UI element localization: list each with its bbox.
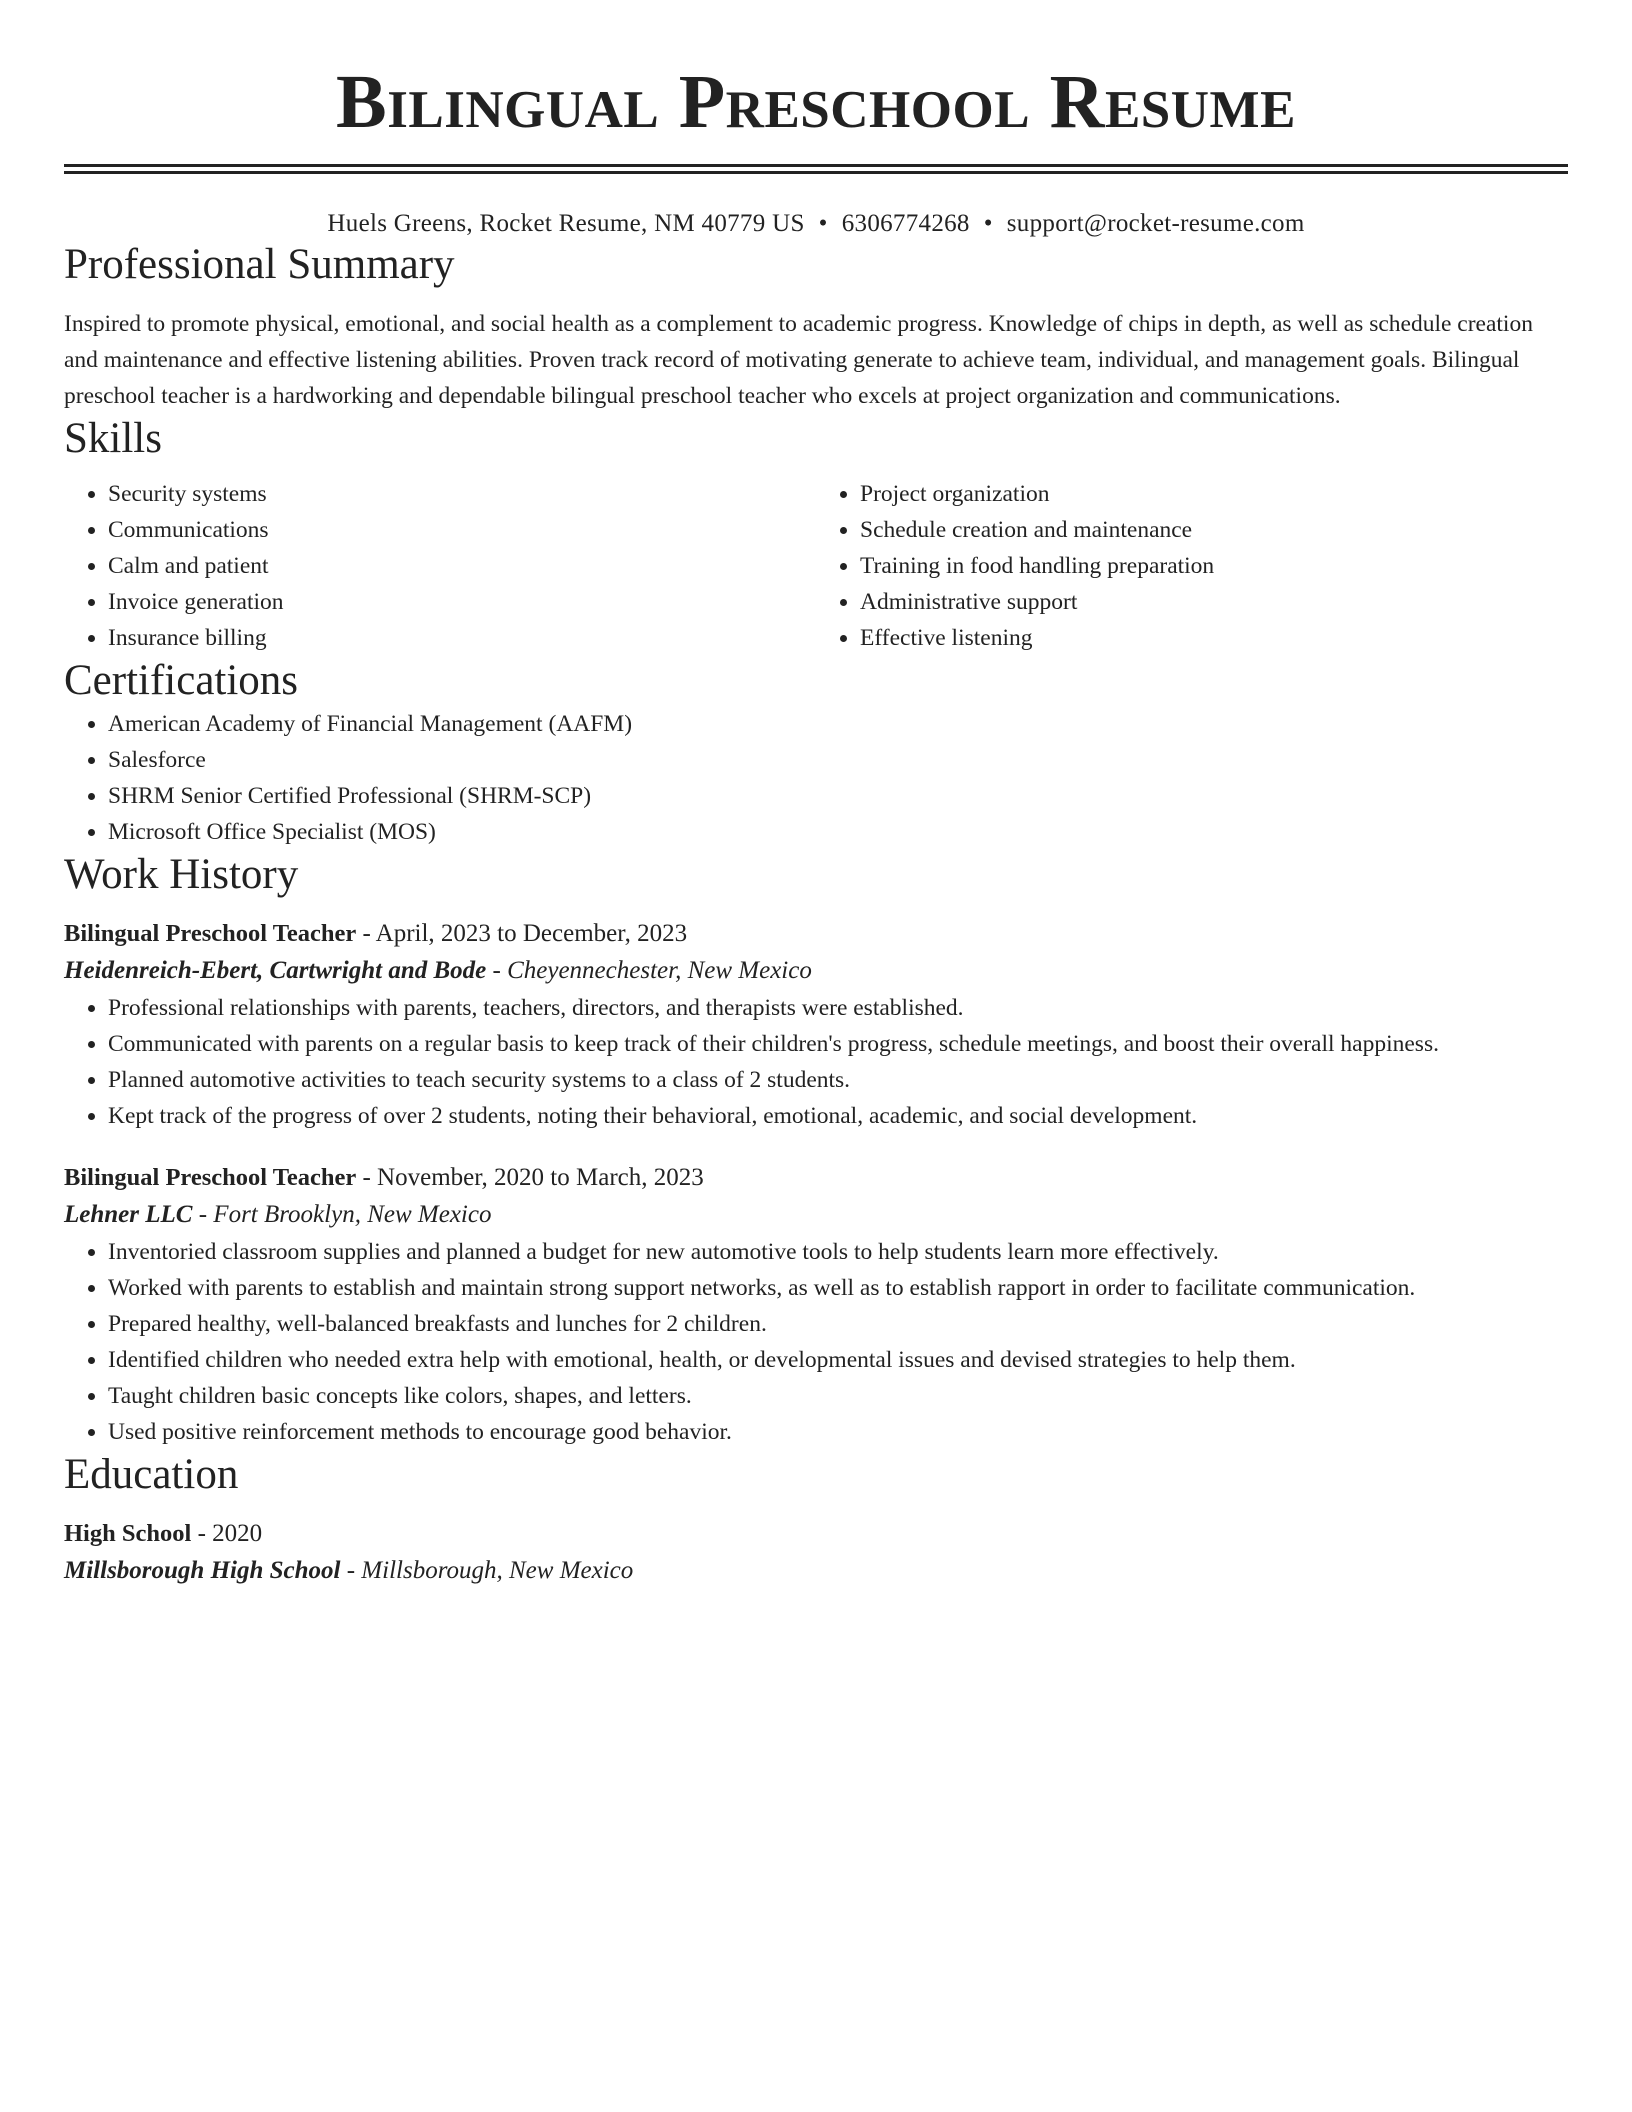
education-entry	[64, 1516, 1568, 1590]
skills-column-right	[816, 476, 1568, 656]
job-dates: - April, 2023 to December, 2023	[356, 920, 688, 947]
skills-list	[64, 476, 1568, 656]
work-history-heading: Work History	[64, 851, 299, 898]
job-title-line	[64, 1160, 1568, 1196]
education-heading: Education	[64, 1451, 239, 1498]
contact-address: Huels Greens, Rocket Resume, NM 40779 US	[327, 210, 805, 237]
contact-separator: •	[983, 210, 993, 237]
job-role: Bilingual Preschool Teacher	[64, 1164, 357, 1191]
job-duty: • Worked with parents to establish and maintain strong support networks, as well as to establish rapport in order to facilitate communication.	[108, 1270, 1568, 1306]
skill-item: • Effective listening	[860, 620, 1568, 656]
job-duties-list	[64, 1234, 1568, 1450]
job-duty: • Planned automotive activities to teach security systems to a class of 2 students.	[108, 1062, 1568, 1098]
education-school-line	[64, 1552, 1568, 1590]
job-duties-list	[64, 990, 1568, 1134]
job-company: Lehner LLC	[64, 1201, 193, 1228]
skill-item: • Schedule creation and maintenance	[860, 512, 1568, 548]
contact-phone: 6306774268	[841, 210, 970, 237]
job-entry	[64, 916, 1568, 1134]
job-company: Heidenreich-Ebert, Cartwright and Bode	[64, 957, 487, 984]
job-company-line	[64, 1196, 1568, 1234]
education-school: Millsborough High School	[64, 1557, 341, 1584]
job-duty: • Identified children who needed extra help with emotional, health, or developmental issues and devised strategies to help them.	[108, 1342, 1568, 1378]
job-location: - Cheyennechester, New Mexico	[486, 957, 812, 984]
job-entry	[64, 1160, 1568, 1450]
summary-heading: Professional Summary	[64, 241, 455, 288]
skill-item: • Communications	[108, 512, 816, 548]
certification-item: • American Academy of Financial Management (AAFM)	[108, 706, 1568, 742]
contact-line	[64, 208, 1568, 240]
job-dates: - November, 2020 to March, 2023	[356, 1164, 704, 1191]
certification-item: • SHRM Senior Certified Professional (SHRM-SCP)	[108, 778, 1568, 814]
job-duty: • Kept track of the progress of over 2 students, noting their behavioral, emotional, academic, and social development.	[108, 1098, 1568, 1134]
skill-item: • Security systems	[108, 476, 816, 512]
skills-heading: Skills	[64, 415, 162, 462]
job-duty: • Communicated with parents on a regular basis to keep track of their children's progress, schedule meetings, and boost their overall happiness.	[108, 1026, 1568, 1062]
job-title-line	[64, 916, 1568, 952]
title-divider	[64, 164, 1568, 174]
skills-column-left	[64, 476, 816, 656]
summary-text: Inspired to promote physical, emotional, and social health as a complement to academic progress. Knowledge of chips in depth, as well as schedule creation and maintenance and effective listening abilities. Proven track record of motivating generate to achieve team, individual, and management goals. Bilingual preschool teacher is a hardworking and dependable bilingual preschool teacher who excels at project organization and communications.	[64, 311, 1533, 409]
education-year: - 2020	[191, 1520, 263, 1547]
job-duty: • Inventoried classroom supplies and planned a budget for new automotive tools to help students learn more effectively.	[108, 1234, 1568, 1270]
job-role: Bilingual Preschool Teacher	[64, 920, 357, 947]
contact-email: support@rocket-resume.com	[1006, 210, 1305, 237]
education-degree-line	[64, 1516, 1568, 1552]
job-duty: • Used positive reinforcement methods to encourage good behavior.	[108, 1414, 1568, 1450]
skill-item: • Administrative support	[860, 584, 1568, 620]
skill-item: • Insurance billing	[108, 620, 816, 656]
certification-item: • Microsoft Office Specialist (MOS)	[108, 814, 1568, 850]
skill-item: • Training in food handling preparation	[860, 548, 1568, 584]
contact-separator: •	[818, 210, 828, 237]
job-duty: • Professional relationships with parents, teachers, directors, and therapists were established.	[108, 990, 1568, 1026]
certifications-heading: Certifications	[64, 657, 299, 704]
job-duty: • Taught children basic concepts like colors, shapes, and letters.	[108, 1378, 1568, 1414]
certification-item: • Salesforce	[108, 742, 1568, 778]
education-degree: High School	[64, 1520, 192, 1547]
resume-title: Bilingual Preschool Resume	[336, 60, 1296, 144]
skill-item: • Calm and patient	[108, 548, 816, 584]
job-location: - Fort Brooklyn, New Mexico	[192, 1201, 492, 1228]
job-duty: • Prepared healthy, well-balanced breakfasts and lunches for 2 children.	[108, 1306, 1568, 1342]
certifications-list	[64, 706, 1568, 850]
skill-item: • Project organization	[860, 476, 1568, 512]
education-location: - Millsborough, New Mexico	[340, 1557, 634, 1584]
skill-item: • Invoice generation	[108, 584, 816, 620]
job-company-line	[64, 952, 1568, 990]
